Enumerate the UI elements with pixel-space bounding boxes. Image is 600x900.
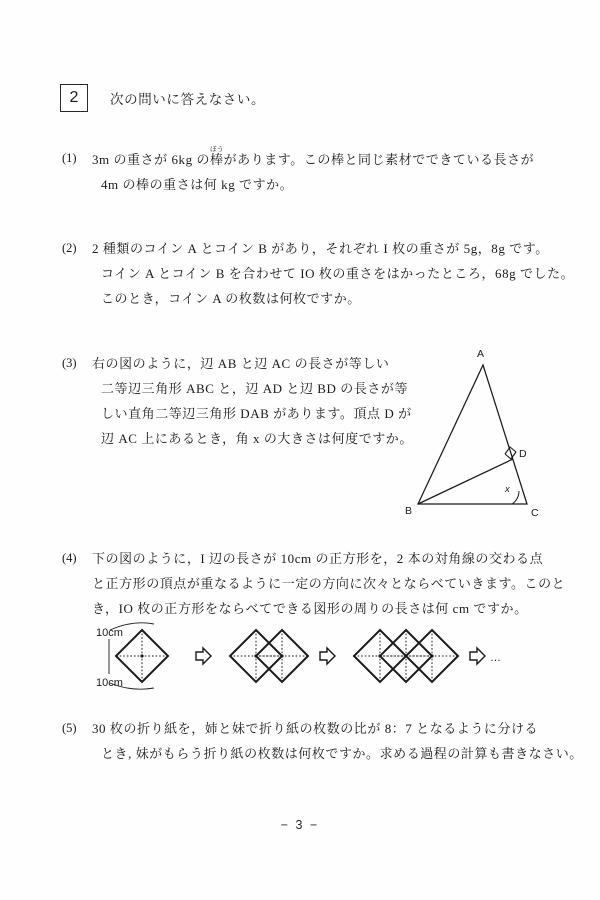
diamond-1-center-dot xyxy=(140,654,143,657)
problem-5-line-1: 30 枚の折り紙を，姉と妹で折り紙の枚数の比が 8：7 となるように分ける xyxy=(92,721,539,736)
vertex-label-c: C xyxy=(531,507,539,519)
segment-bd xyxy=(418,459,513,504)
vertex-label-a: A xyxy=(477,348,485,360)
problem-2-body xyxy=(92,236,574,311)
problem-5-label: (5) xyxy=(62,721,77,735)
problem-3-body xyxy=(92,351,413,451)
problem-2-line-3: このとき，コイン A の枚数は何枚ですか。 xyxy=(101,291,361,306)
problem-2-label: (2) xyxy=(62,241,77,255)
section-header xyxy=(60,84,265,112)
problem-1-line-2: 4m の棒の重さは何 kg ですか。 xyxy=(101,177,294,192)
diamond-group-1 xyxy=(96,623,168,689)
arrow-icon-1 xyxy=(196,648,211,664)
problem-1 xyxy=(62,146,534,197)
problem-3 xyxy=(62,351,413,451)
squares-figure xyxy=(96,610,546,705)
diamond-group-3 xyxy=(354,630,458,682)
triangle-abc-outline xyxy=(418,365,527,504)
problem-5 xyxy=(62,716,583,766)
problem-5-line-2: とき, 妹がもらう折り紙の枚数は何枚ですか。求める過程の計算も書きなさい。 xyxy=(101,746,583,761)
sequence-ellipsis: … xyxy=(490,652,501,664)
problem-4-line-3: き，IO 枚の正方形をならべてできる図形の周りの長さは何 cm ですか。 xyxy=(92,601,528,616)
problem-4-line-2: と正方形の頂点が重なるように一定の方向に次々とならべていきます。このと xyxy=(92,576,566,591)
triangle-figure xyxy=(400,340,580,520)
arrow-icon-3 xyxy=(470,648,485,664)
problem-3-line-3: しい直角二等辺三角形 DAB があります。頂点 D が xyxy=(101,406,412,421)
triangle-svg xyxy=(400,340,580,520)
section-number: 2 xyxy=(69,89,79,106)
section-number-box xyxy=(60,84,88,112)
vertex-label-d: D xyxy=(519,448,527,460)
problem-2-line-2: コイン A とコイン B を合わせて IO 枚の重さをはかったところ，68g でした。 xyxy=(101,266,575,281)
angle-label-x: x xyxy=(505,484,510,495)
problem-3-label: (3) xyxy=(62,356,77,370)
problem-4-label: (4) xyxy=(62,551,77,565)
problem-1-body xyxy=(92,146,534,197)
ruby-reading: ぼう xyxy=(210,146,224,153)
problem-5-body xyxy=(92,716,583,766)
squares-svg xyxy=(96,610,546,705)
ruby-base: 棒 xyxy=(210,152,224,167)
problem-1-line-1-post: があります。この棒と同じ素材でできている長さが xyxy=(223,152,535,167)
diamond-1 xyxy=(116,630,168,682)
arrow-icon-2 xyxy=(320,648,335,664)
problem-3-line-4: 辺 AC 上にあるとき，角 x の大きさは何度ですか。 xyxy=(101,431,413,446)
problem-2 xyxy=(62,236,574,311)
problem-3-line-1: 右の図のように，辺 AB と辺 AC の長さが等しい xyxy=(92,356,390,371)
vertex-label-b: B xyxy=(405,505,413,517)
ruby-bou xyxy=(210,146,224,167)
problem-4-line-1: 下の図のように，I 辺の長さが 10cm の正方形を，2 本の対角線の交わる点 xyxy=(92,551,544,566)
problem-1-label: (1) xyxy=(62,151,77,165)
problem-3-line-2: 二等辺三角形 ABC と，辺 AD と辺 BD の長さが等 xyxy=(101,381,409,396)
page-number: − 3 − xyxy=(280,818,320,832)
dimension-label-bottom: 10cm xyxy=(96,677,123,689)
problem-1-line-1 xyxy=(92,146,534,172)
dimension-label-top: 10cm xyxy=(96,627,123,639)
diamond-group-2 xyxy=(230,630,308,682)
section-instruction: 次の問いに答えなさい。 xyxy=(110,92,266,107)
problem-2-line-1: 2 種類のコイン A とコイン B があり，それぞれ I 枚の重さが 5g，8g です。 xyxy=(92,241,549,256)
angle-x-arc xyxy=(512,491,519,504)
problem-1-line-1-pre: 3m の重さが 6kg の xyxy=(92,152,211,167)
